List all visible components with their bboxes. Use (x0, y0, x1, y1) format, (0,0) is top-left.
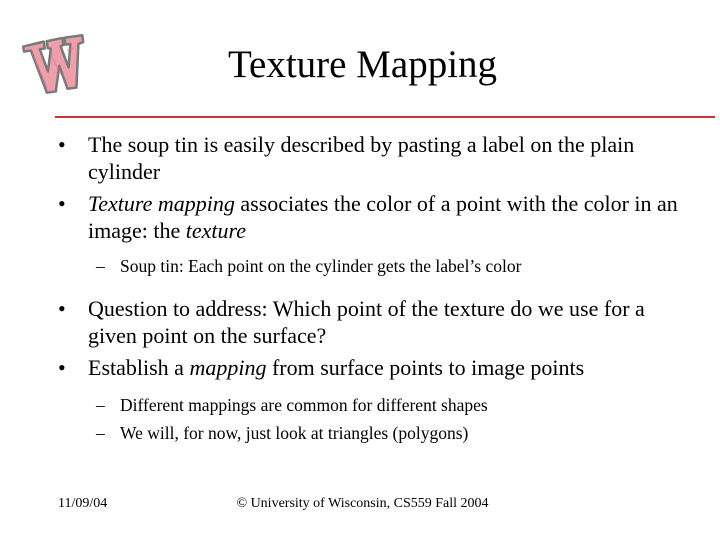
bullet-marker: • (58, 132, 66, 157)
bullet-text: Question to address: Which point of the texture do we use for a given point on the surface? (88, 296, 645, 348)
bullet-marker: • (58, 355, 66, 380)
sub-bullet-item (56, 255, 696, 277)
slide-title: Texture Mapping (227, 43, 498, 86)
sub-bullet-text: We will, for now, just look at triangles (polygons) (120, 423, 469, 443)
sub-bullet-text: Different mappings are common for different shapes (120, 395, 488, 415)
sub-bullet-marker: – (96, 423, 105, 443)
title-divider (55, 116, 715, 118)
bullet-text: Establish a (88, 355, 190, 380)
bullet-text: from surface points to image points (266, 355, 585, 380)
bullet-item (56, 131, 696, 185)
bullet-item (56, 190, 696, 244)
emphasis-text: mapping (189, 355, 267, 380)
sub-bullet-marker: – (96, 256, 105, 276)
sub-bullet-marker: – (96, 395, 105, 415)
bullet-marker: • (58, 191, 66, 216)
bullet-item (56, 354, 696, 381)
sub-bullet-text: Soup tin: Each point on the cylinder gets the label’s color (120, 256, 522, 276)
bullet-text: The soup tin is easily described by pasting a label on the plain cylinder (88, 132, 635, 184)
emphasis-text: Texture mapping (88, 191, 235, 216)
bullet-marker: • (58, 296, 66, 321)
bullet-list (56, 131, 696, 444)
emphasis-text: texture (185, 218, 247, 243)
bullet-item (56, 295, 696, 349)
sub-bullet-item (56, 394, 696, 416)
footer-date: 11/09/04 (58, 496, 108, 511)
sub-bullet-item (56, 422, 696, 444)
bullet-text: associates the color of a point with the color in an image: the (88, 191, 678, 243)
footer-copyright: © University of Wisconsin, CS559 Fall 2004 (236, 496, 489, 511)
